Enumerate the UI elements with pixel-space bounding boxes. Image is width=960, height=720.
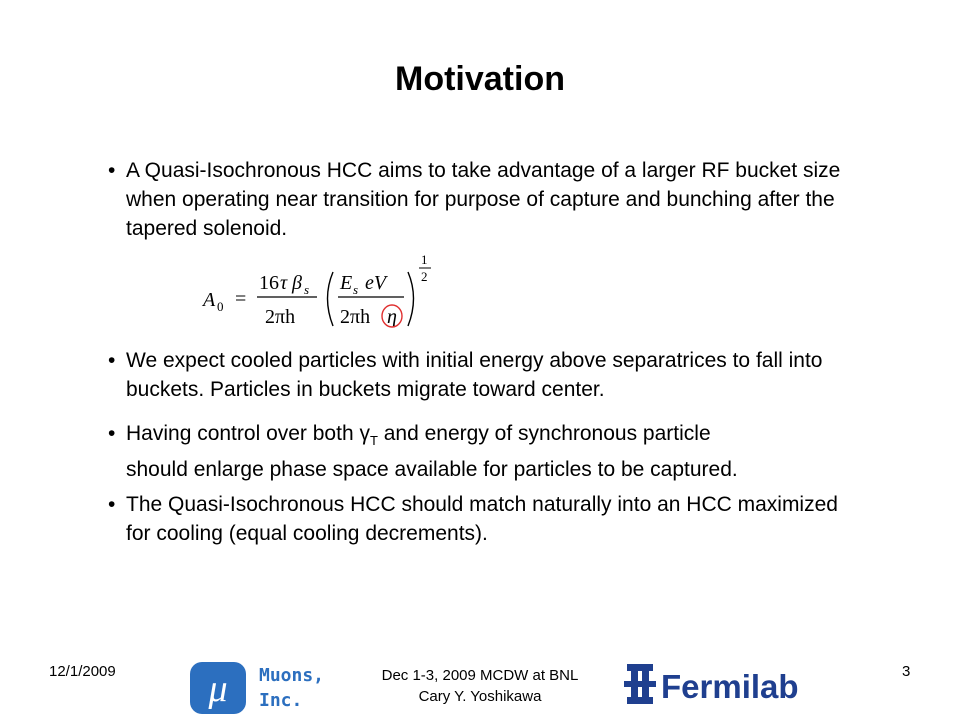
muons-logo-text <box>259 663 324 713</box>
footer-conference: Dec 1-3, 2009 MCDW at BNL <box>381 667 579 684</box>
footer-center <box>355 665 605 707</box>
bullet-text <box>126 419 868 484</box>
formula-E: E <box>340 272 353 294</box>
formula-tau: τ <box>280 272 288 294</box>
formula-exp-den: 2 <box>421 269 428 284</box>
bullet-text-prefix: Having control over both γ <box>126 422 370 445</box>
bullet-text-line2: should enlarge phase space available for particles to be captured. <box>126 458 738 482</box>
bullet-glyph: • <box>108 159 116 182</box>
formula-beta-sub: s <box>304 282 310 297</box>
bullet-text: A Quasi-Isochronous HCC aims to take advantage of a larger RF bucket size when operating near transition for purpose of capture and bunching after the tapered solenoid. <box>126 159 841 240</box>
bullet-glyph: • <box>108 493 116 516</box>
bullet-text: We expect cooled particles with initial energy above separatrices to fall into buckets. Particles in buckets migrate toward center. <box>126 349 823 401</box>
fermilab-wordmark: Fermilab <box>661 668 799 705</box>
muons-logo-icon <box>188 660 248 716</box>
page-number: 3 <box>902 663 911 680</box>
muons-line2: Inc. <box>259 690 303 711</box>
muons-line1: Muons, <box>259 665 325 686</box>
fermilab-logo-icon <box>623 662 818 706</box>
formula-num1: 16 <box>259 272 279 294</box>
formula-beta: β <box>292 272 302 294</box>
bullet-item <box>108 346 868 404</box>
formula-eV: eV <box>365 272 387 294</box>
footer-date: 12/1/2009 <box>49 663 116 680</box>
gamma-subscript: T <box>369 433 378 449</box>
formula-eta: η <box>387 306 397 328</box>
formula-den1: 2πh <box>265 306 296 328</box>
formula-equals: = <box>235 288 247 310</box>
bullet-item <box>108 490 868 548</box>
bucket-area-formula <box>195 250 445 336</box>
footer-author: Cary Y. Yoshikawa <box>418 688 542 705</box>
bullet-item <box>108 419 868 484</box>
mu-symbol: μ <box>208 668 228 710</box>
bullet-glyph: • <box>108 422 116 445</box>
formula-E-sub: s <box>353 282 359 297</box>
bullet-text: The Quasi-Isochronous HCC should match naturally into an HCC maximized for cooling (equal cooling decrements). <box>126 493 838 545</box>
formula-exp-num: 1 <box>421 252 428 267</box>
bullet-glyph: • <box>108 349 116 372</box>
formula-lhs-sub: 0 <box>217 299 224 314</box>
formula-den2: 2πh <box>340 306 371 328</box>
slide-title: Motivation <box>395 60 565 98</box>
bullet-item <box>108 156 868 243</box>
bullet-text-suffix: and energy of synchronous particle <box>377 422 711 445</box>
formula-lhs: A <box>203 289 216 311</box>
